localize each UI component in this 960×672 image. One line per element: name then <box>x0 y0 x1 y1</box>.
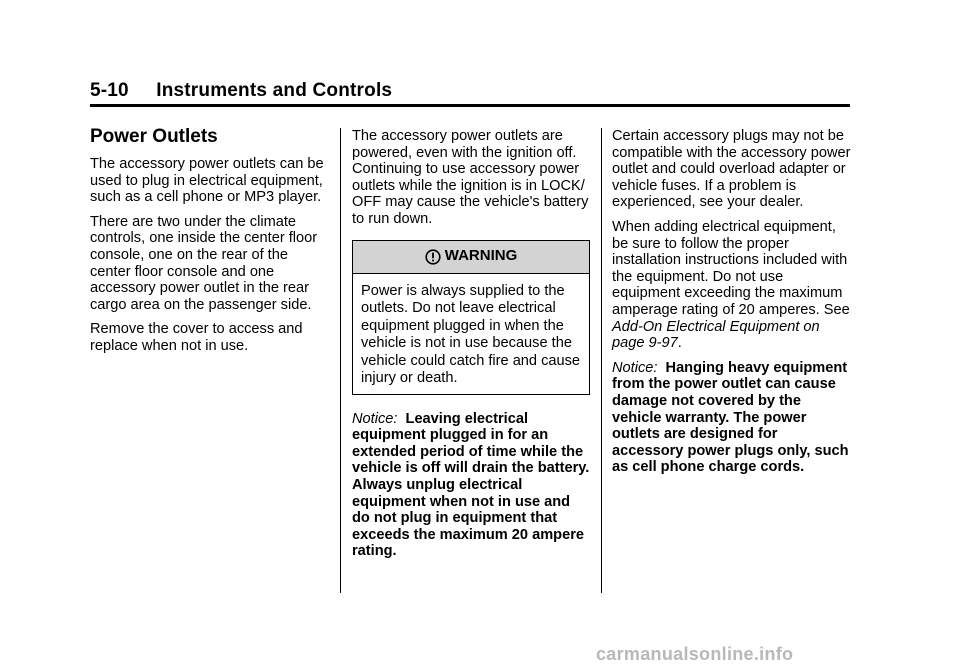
col3-paragraph-2 <box>612 219 852 352</box>
col1-paragraph-1: The accessory power outlets can be used to plug in electrical equipment, such as a cell phone or MP3 player. <box>90 156 324 206</box>
header-rule <box>90 104 850 107</box>
warning-text: Power is always supplied to the outlets. Do not leave electrical equipment plugged in when the vehicle is not in use because the vehicle could catch fire and cause injury or death. <box>361 282 581 387</box>
column-divider-2 <box>601 128 602 593</box>
warning-title: WARNING <box>444 247 518 265</box>
col3-notice-text: Hanging heavy equipment from the power outlet can cause damage not covered by the vehicle warranty. The power outlets are designed for accessory power plugs only, such as cell phone charge cords. <box>612 359 849 476</box>
column-divider-1 <box>340 128 341 593</box>
warning-icon <box>425 249 441 265</box>
warning-box <box>352 240 590 395</box>
col3-paragraph-2-text: When adding electrical equipment, be sure to follow the proper installation instructions included with the equipment. Do not use equipment exceeding the maximum amperage rating of 20 amperes. See <box>612 218 850 318</box>
col2-notice <box>352 411 590 560</box>
col3-notice-label: Notice: <box>612 359 658 376</box>
col3-paragraph-2-end: . <box>677 335 682 352</box>
col3-paragraph-1: Certain accessory plugs may not be compatible with the accessory power outlet and could overload adapter or vehicle fuses. If a problem is experienced, see your dealer. <box>612 128 851 211</box>
col1-paragraph-3: Remove the cover to access and replace when not in use. <box>90 321 303 354</box>
warning-header <box>353 241 589 274</box>
column-1 <box>90 126 328 363</box>
col1-paragraph-2: There are two under the climate controls, one inside the center floor console, one on the rear of the center floor console and one accessory power outlet in the rear cargo area on the passenger side. <box>90 213 318 313</box>
cross-reference-link[interactable]: Add-On Electrical Equipment on page 9-97 <box>612 318 820 352</box>
col2-notice-label: Notice: <box>352 410 398 427</box>
column-2 <box>352 128 590 568</box>
col2-paragraph-1: The accessory power outlets are powered, even with the ignition off. Continuing to use accessory power outlets while the ignition is in LOCK/ OFF may cause the vehicle's battery to run down. <box>352 128 589 227</box>
col2-notice-text: Leaving electrical equipment plugged in for an extended period of time while the vehicle is off will drain the battery. Always unplug electrical equipment when not in use and do not plug in equipment that exceeds the maximum 20 ampere rating. <box>352 410 590 560</box>
page-header <box>90 80 850 106</box>
col3-notice <box>612 360 852 476</box>
section-title: Power Outlets <box>90 126 218 147</box>
header-title: 5-10 Instruments and Controls <box>90 80 393 101</box>
column-3 <box>612 128 852 484</box>
watermark: carmanualsonline.info <box>596 644 794 664</box>
